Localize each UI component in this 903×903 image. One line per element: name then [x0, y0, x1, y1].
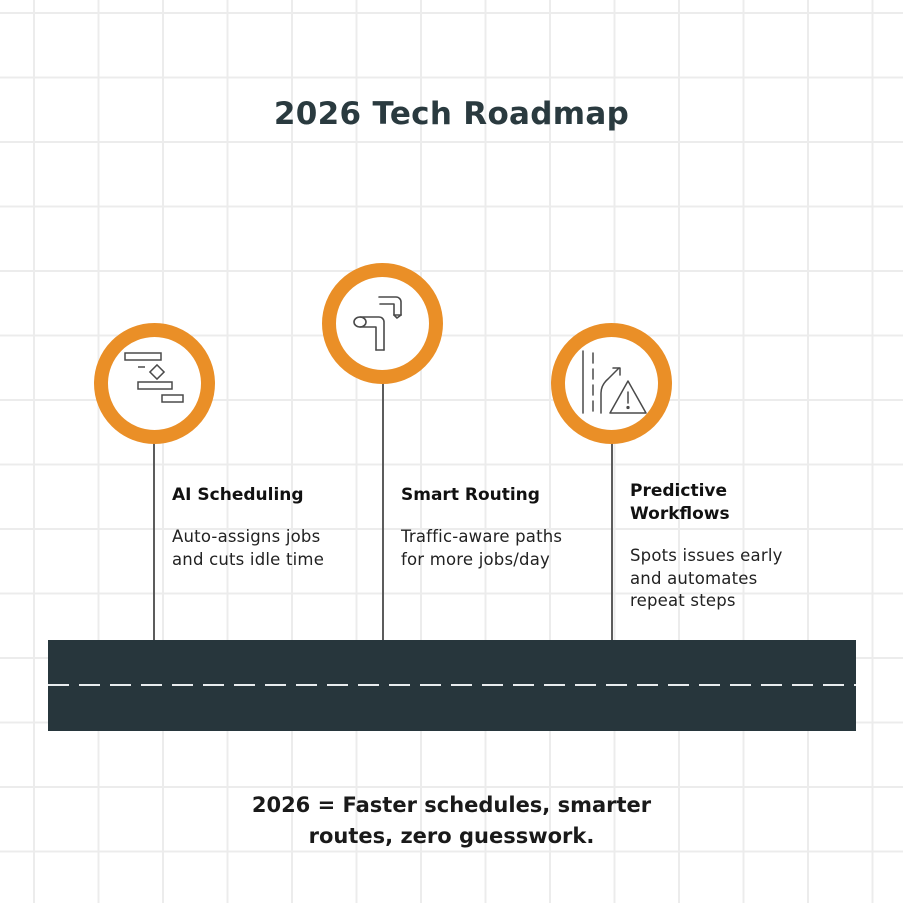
milestone-3-description-line: and automates [630, 568, 758, 588]
roadmap-footer [0, 790, 903, 852]
milestone-1-description-line: and cuts idle time [172, 549, 325, 569]
footer-line: 2026 = Faster schedules, smarter [251, 793, 652, 817]
milestone-2-heading: Smart Routing [401, 485, 540, 505]
footer-line: routes, zero guesswork. [308, 824, 595, 848]
milestone-1-node [94, 323, 215, 444]
milestone-2-description [401, 526, 562, 571]
milestone-3-description-line: repeat steps [630, 591, 736, 610]
milestone-1-heading: AI Scheduling [172, 485, 304, 505]
milestone-3-node [551, 323, 672, 444]
road-lane-marking [48, 684, 856, 686]
milestone-1-description-line: Auto-assigns jobs [172, 527, 321, 546]
milestone-3-description-line: Spots issues early [630, 546, 783, 565]
milestone-2-node [322, 263, 443, 384]
milestone-3-heading [630, 480, 730, 526]
road-warning-icon [565, 337, 658, 430]
milestone-2-description-line: for more jobs/day [401, 549, 550, 569]
gantt-chart-icon [108, 337, 201, 430]
roadmap-title: 2026 Tech Roadmap [273, 96, 630, 132]
road-timeline [48, 640, 856, 731]
milestone-3-heading-line: Workflows [630, 504, 730, 524]
milestone-1-description [172, 526, 324, 571]
milestone-3-description [630, 545, 783, 613]
route-path-icon [336, 277, 429, 370]
milestone-2-description-line: Traffic-aware paths [401, 527, 563, 546]
milestone-3-heading-line: Predictive [630, 481, 728, 501]
